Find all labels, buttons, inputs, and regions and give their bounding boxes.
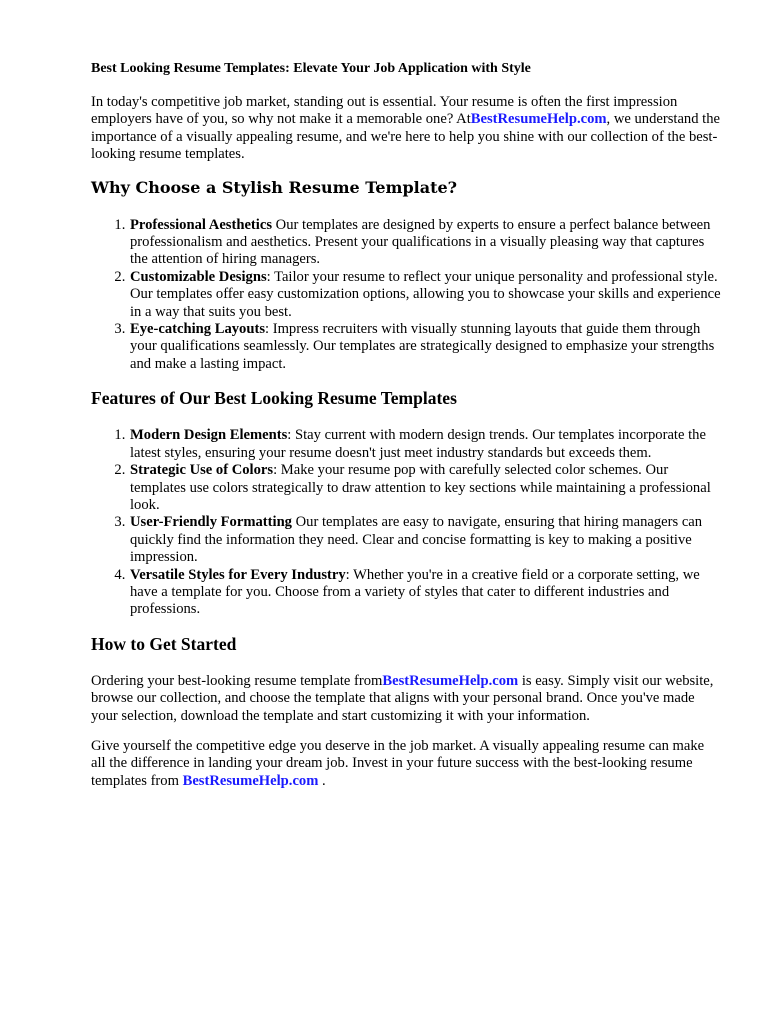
list-item-term: Professional Aesthetics bbox=[130, 216, 273, 233]
list-item-term: Versatile Styles for Every Industry bbox=[130, 566, 346, 583]
list-item bbox=[129, 514, 721, 566]
why-choose-list bbox=[91, 217, 721, 374]
closing-text-after: . bbox=[318, 772, 326, 789]
list-item-text: : Whether you're in a creative field or a corporate setting, we have a template for you. Choose from a variety of styles that cater to different industries and professions. bbox=[130, 566, 700, 618]
list-item-term: Modern Design Elements bbox=[130, 427, 288, 444]
list-item bbox=[129, 321, 721, 373]
list-item-text: : Make your resume pop with carefully selected color schemes. Our templates use colors strategically to draw attention to key sections while maintaining a professional look. bbox=[130, 462, 711, 513]
intro-text-after: , we understand the importance of a visually appealing resume, and we're here to help you shine with our collection of the best-looking resume templates. bbox=[91, 111, 721, 163]
list-item-text: Our templates are designed by experts to ensure a perfect balance between professionalism and aesthetics. Present your qualifications in a visually pleasing way that captures the attention of hiring managers. bbox=[130, 216, 711, 268]
list-item bbox=[129, 427, 721, 462]
closing-brand-link[interactable]: BestResumeHelp.com bbox=[182, 772, 319, 789]
list-item-text: : Tailor your resume to reflect your unique personality and professional style. Our templates offer easy customization options, allowing you to showcase your skills and experience in a way that suits you best. bbox=[130, 268, 721, 320]
list-item-term: User-Friendly Formatting bbox=[130, 514, 292, 531]
get-started-brand-link[interactable]: BestResumeHelp.com bbox=[382, 672, 519, 689]
list-item bbox=[129, 269, 721, 321]
document-title: Best Looking Resume Templates: Elevate Your Job Application with Style bbox=[91, 61, 531, 76]
section-heading-why-choose: Why Choose a Stylish Resume Template? bbox=[91, 177, 458, 197]
list-item-text: : Impress recruiters with visually stunning layouts that guide them through your qualifications seamlessly. Our templates are strategically designed to emphasize your strengths and make a lasting impact. bbox=[130, 321, 715, 372]
intro-text-before: In today's competitive job market, standing out is essential. Your resume is often the first impression employers have of you, so why not make it a memorable one? At bbox=[91, 94, 678, 128]
list-item-term: Strategic Use of Colors bbox=[130, 462, 274, 479]
list-item bbox=[129, 462, 721, 514]
get-started-paragraph bbox=[91, 673, 721, 725]
section-heading-get-started: How to Get Started bbox=[91, 633, 237, 654]
features-list bbox=[91, 427, 721, 618]
intro-brand-link[interactable]: BestResumeHelp.com bbox=[470, 111, 607, 128]
list-item-text: : Stay current with modern design trends. Our templates incorporate the latest styles, ensuring your resume doesn't just meet industry standards but exceeds them. bbox=[130, 427, 706, 461]
closing-text-before: Give yourself the competitive edge you deserve in the job market. A visually appealing resume can make all the difference in landing your dream job. Invest in your future success with the best-looking resume templates from bbox=[91, 737, 705, 789]
document-page bbox=[91, 60, 721, 803]
list-item-term: Eye-catching Layouts bbox=[130, 321, 265, 338]
get-started-text-after: is easy. Simply visit our website, browse our collection, and choose the template that aligns with your personal brand. Once you've made your selection, download the template and start customizing it with your information. bbox=[91, 672, 714, 724]
intro-paragraph bbox=[91, 94, 721, 164]
list-item-term: Customizable Designs bbox=[130, 268, 267, 285]
list-item bbox=[129, 217, 721, 269]
list-item bbox=[129, 567, 721, 619]
section-heading-features: Features of Our Best Looking Resume Templates bbox=[91, 388, 457, 409]
list-item-text: Our templates are easy to navigate, ensuring that hiring managers can quickly find the information they need. Clear and concise formatting is key to making a positive impression. bbox=[130, 514, 703, 566]
get-started-text-before: Ordering your best-looking resume template from bbox=[91, 672, 383, 689]
closing-paragraph bbox=[91, 738, 721, 790]
